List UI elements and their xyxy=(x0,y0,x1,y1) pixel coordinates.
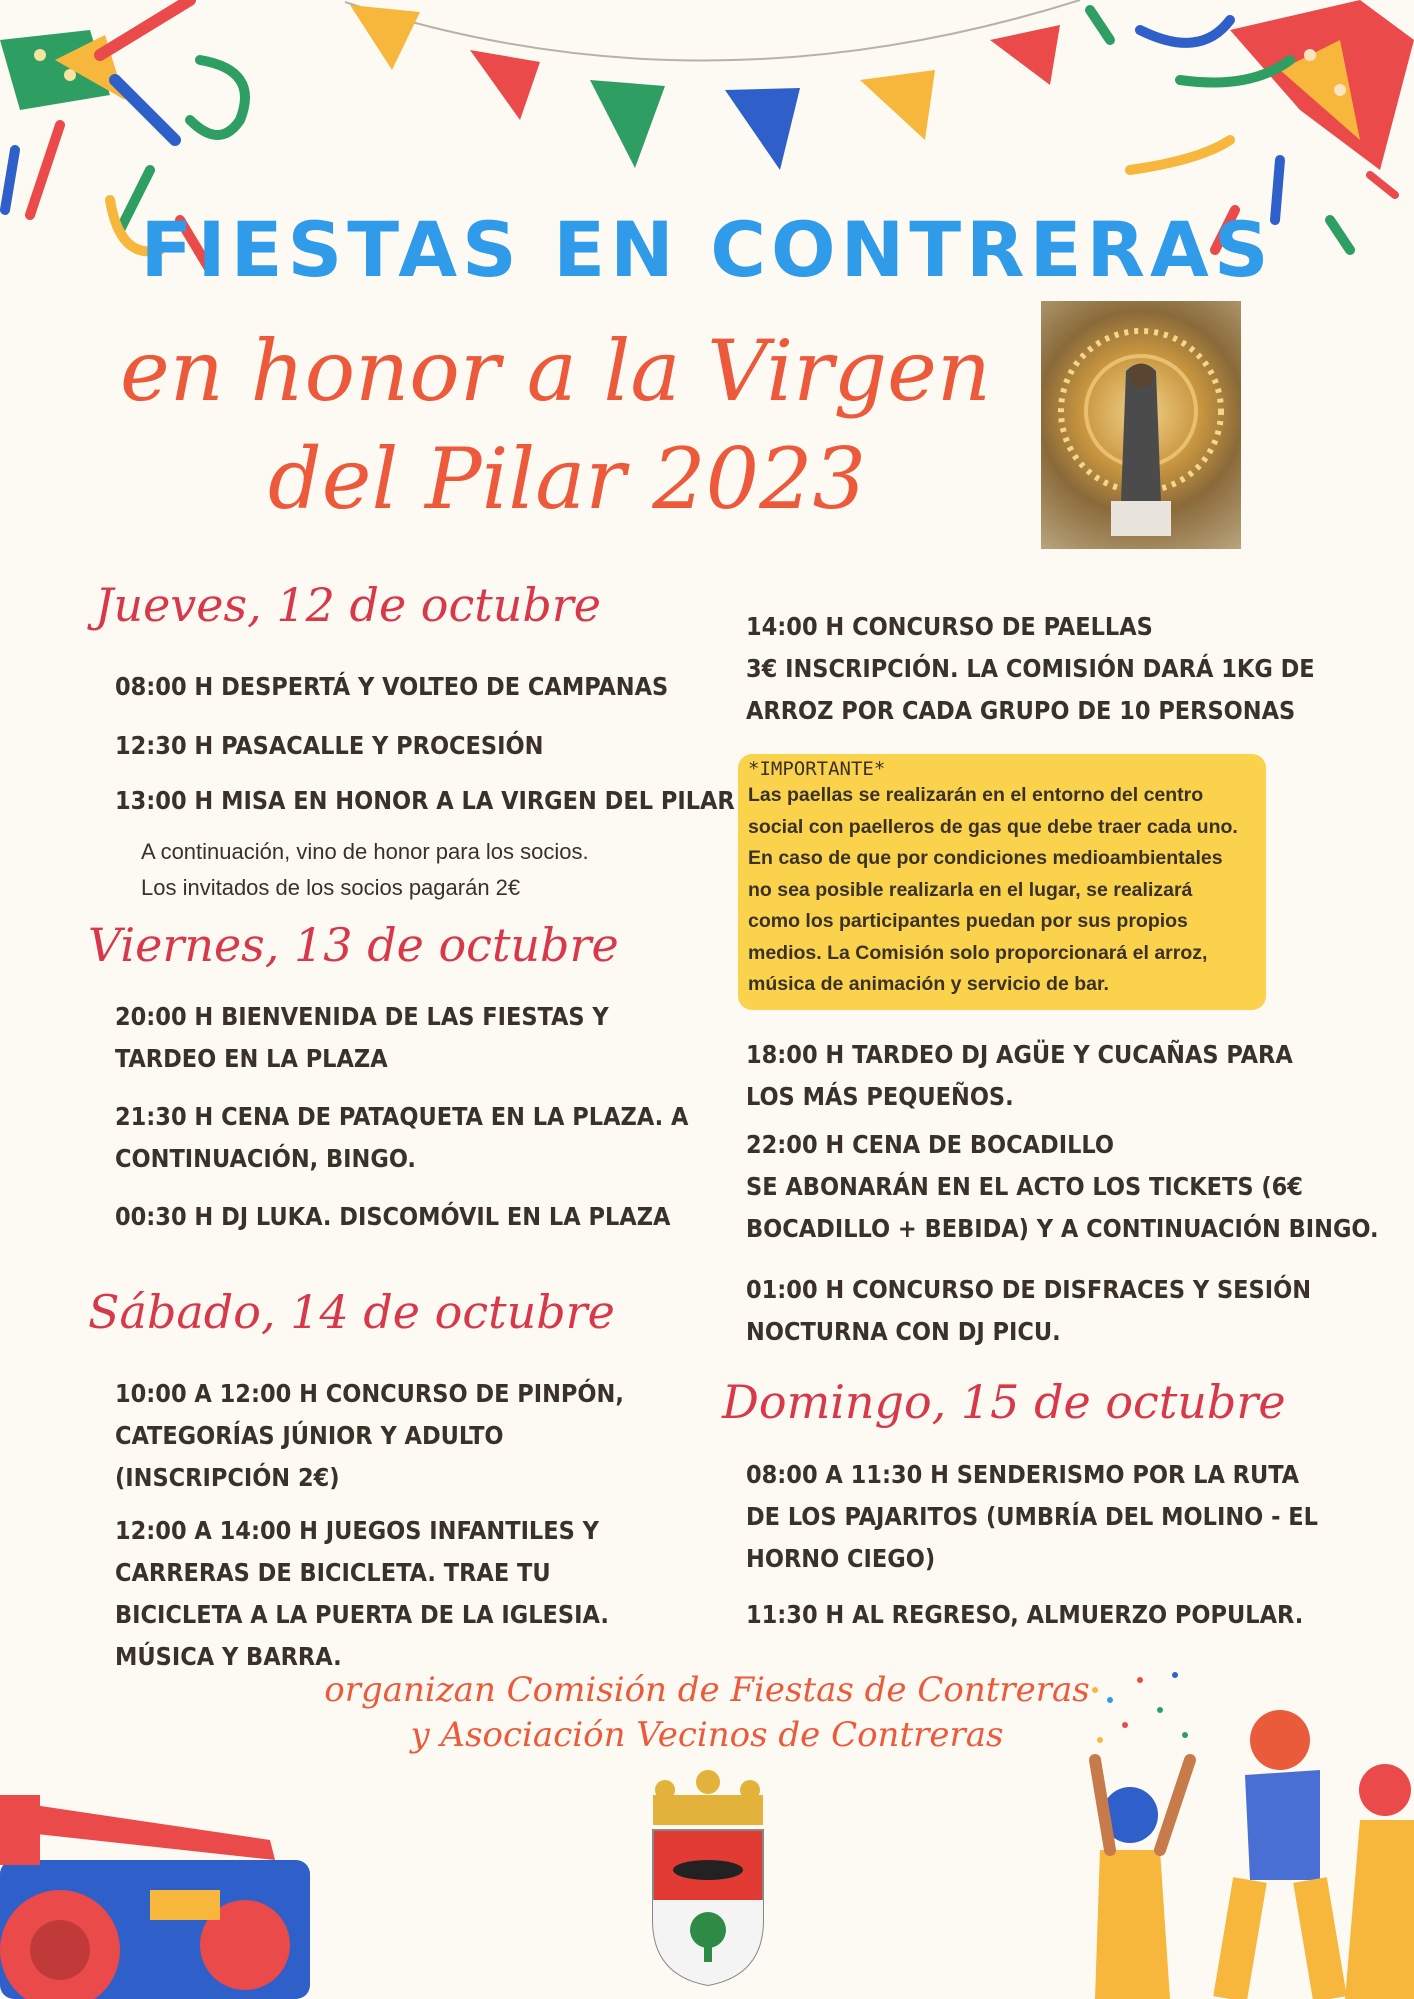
day-heading-viernes: Viernes, 13 de octubre xyxy=(88,918,619,972)
page-title: FIESTAS EN CONTRERAS xyxy=(140,205,1274,294)
boombox-icon xyxy=(0,1795,310,1999)
day-heading-domingo: Domingo, 15 de octubre xyxy=(722,1375,1286,1429)
organizers-line-1: organizan Comisión de Fiestas de Contreras xyxy=(324,1670,1090,1710)
important-notice xyxy=(738,754,1266,1010)
day-heading-jueves: Jueves, 12 de octubre xyxy=(95,578,602,632)
event-sabado-paellas: 14:00 H CONCURSO DE PAELLAS 3€ INSCRIPCIÓN. LA COMISIÓN DARÁ 1KG DE ARROZ POR CADA GRUPO DE 10 PERSONAS xyxy=(746,612,1315,725)
virgin-del-pilar-image xyxy=(1041,301,1241,549)
day-heading-sabado: Sábado, 14 de octubre xyxy=(88,1285,615,1339)
event-sabado-2: 12:00 A 14:00 H JUEGOS INFANTILES Y CARRERAS DE BICICLETA. TRAE TU BICICLETA A LA PUERTA DE LA IGLESIA. MÚSICA Y BARRA. xyxy=(115,1516,609,1671)
event-domingo-1: 08:00 A 11:30 H SENDERISMO POR LA RUTA DE LOS PAJARITOS (UMBRÍA DEL MOLINO - EL HORNO CIEGO) xyxy=(746,1460,1318,1573)
coat-of-arms-icon xyxy=(653,1770,763,1985)
event-jueves-2: 12:30 H PASACALLE Y PROCESIÓN xyxy=(115,731,544,760)
organizers-line-2: y Asociación Vecinos de Contreras xyxy=(410,1715,1004,1755)
event-viernes-2: 21:30 H CENA DE PATAQUETA EN LA PLAZA. A CONTINUACIÓN, BINGO. xyxy=(115,1102,689,1173)
bunting-icon xyxy=(350,5,1060,170)
important-text: Las paellas se realizarán en el entorno del centro social con paelleros de gas que debe traer cada uno. En caso de que por condiciones medioambientales no sea posible realizarla en el lugar, se realizará como los participantes puedan por sus propios medios. La Comisión solo proporcionará el arroz, música de animación y servicio de bar. xyxy=(748,784,1238,995)
subtitle-line-2: del Pilar 2023 xyxy=(268,430,867,528)
event-sabado-disfraces: 01:00 H CONCURSO DE DISFRACES Y SESIÓN NOCTURNA CON DJ PICU. xyxy=(746,1275,1312,1346)
event-domingo-2: 11:30 H AL REGRESO, ALMUERZO POPULAR. xyxy=(746,1600,1304,1629)
event-jueves-3: 13:00 H MISA EN HONOR A LA VIRGEN DEL PILAR xyxy=(115,786,735,815)
important-title: *IMPORTANTE* xyxy=(748,758,886,780)
event-sabado-cena: 22:00 H CENA DE BOCADILLO SE ABONARÁN EN EL ACTO LOS TICKETS (6€ BOCADILLO + BEBIDA) Y A CONTINUACIÓN BINGO. xyxy=(746,1130,1379,1243)
event-sabado-tardeo: 18:00 H TARDEO DJ AGÜE Y CUCAÑAS PARA LOS MÁS PEQUEÑOS. xyxy=(746,1040,1293,1111)
bunting-string-icon xyxy=(345,0,1080,61)
event-jueves-1: 08:00 H DESPERTÁ Y VOLTEO DE CAMPANAS xyxy=(115,672,669,701)
event-viernes-1: 20:00 H BIENVENIDA DE LAS FIESTAS Y TARDEO EN LA PLAZA xyxy=(115,1002,609,1073)
event-viernes-3: 00:30 H DJ LUKA. DISCOMÓVIL EN LA PLAZA xyxy=(115,1202,671,1231)
event-jueves-note: A continuación, vino de honor para los socios. Los invitados de los socios pagarán 2€ xyxy=(141,839,589,900)
subtitle-line-1: en honor a la Virgen xyxy=(120,322,991,420)
event-sabado-1: 10:00 A 12:00 H CONCURSO DE PINPÓN, CATEGORÍAS JÚNIOR Y ADULTO (INSCRIPCIÓN 2€) xyxy=(115,1379,624,1492)
